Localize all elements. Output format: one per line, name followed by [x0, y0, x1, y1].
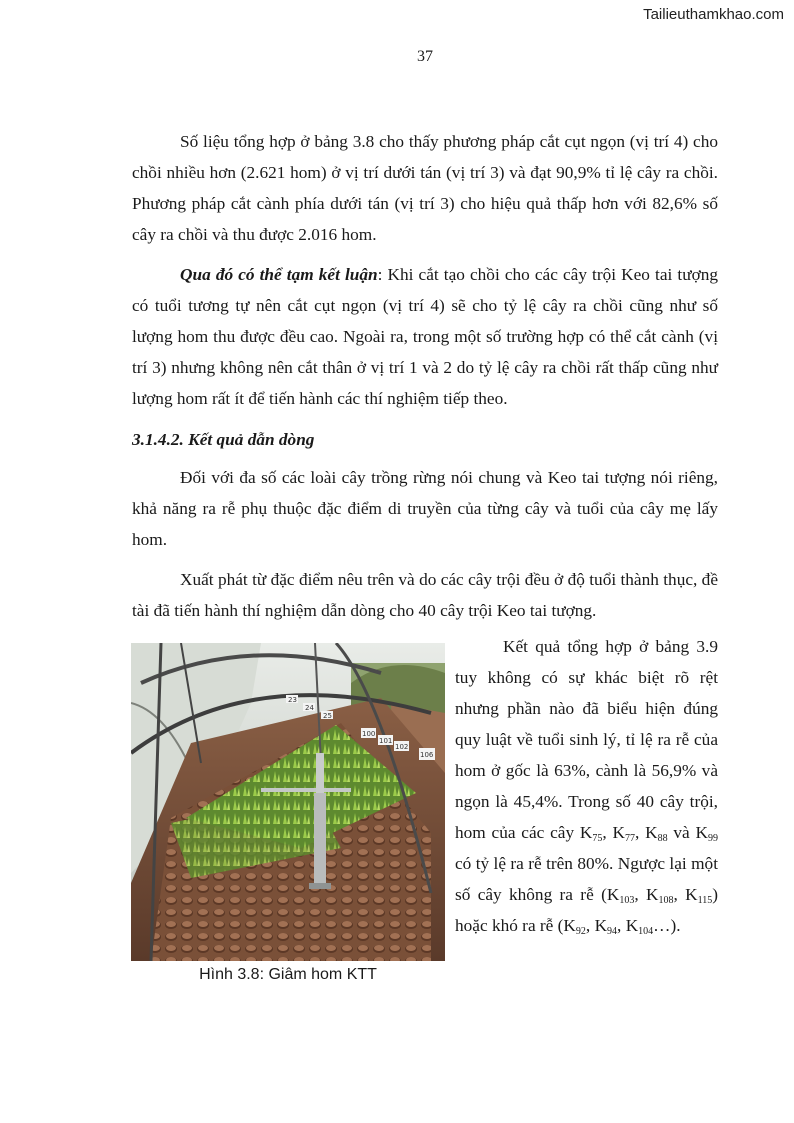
plant-tag-label: 23 [288, 696, 297, 704]
plant-tag-label: 101 [379, 737, 393, 745]
figure-caption: Hình 3.8: Giâm hom KTT [199, 966, 377, 983]
conclusion-body: : Khi cắt tạo chồi cho các cây trội Keo tai tượng có tuổi tương tự nên cắt cụt ngọn (vị trí 4) sẽ cho tỷ lệ cây ra chồi cũng như số lượng hom thu được đều cao. Ngoài ra, trong một số trường hợp có thể cắt cành (vị trí 3) nhưng không nên cắt thân ở vị trí 1 và 2 do tỷ lệ cây ra chồi rất thấp cũng như lượng hom rất ít để tiến hành các thí nghiệm tiếp theo. [132, 265, 718, 408]
cutting-nursery-photo [131, 643, 445, 961]
conclusion-lead: Qua đó có thể tạm kết luận [180, 265, 378, 284]
nursery-image [131, 643, 445, 961]
paragraph-rooting-ability: Đối với đa số các loài cây trồng rừng nói chung và Keo tai tượng nói riêng, khả năng ra rễ phụ thuộc đặc điểm di truyền của từng cây và tuổi của cây mẹ lấy hom. [132, 468, 718, 549]
plant-tag-label: 24 [305, 704, 314, 712]
section-heading: 3.1.4.2. Kết quả dẫn dòng [132, 430, 315, 449]
plant-tag-label: 25 [323, 712, 332, 720]
paragraph-cloning-experiment: Xuất phát từ đặc điểm nêu trên và do các cây trội đều ở độ tuổi thành thục, đề tài đã tiến hành thí nghiệm dẫn dòng cho 40 cây trội Keo tai tượng. [132, 570, 718, 620]
paragraph-table-3-8-summary: Số liệu tổng hợp ở bảng 3.8 cho thấy phương pháp cắt cụt ngọn (vị trí 4) cho chồi nhiều hơn (2.621 hom) ở vị trí dưới tán (vị trí 3) và đạt 90,9% tỉ lệ cây ra chồi. Phương pháp cắt cành phía dưới tán (vị trí 3) cho hiệu quả thấp hơn với 82,6% số cây ra chồi và thu được 2.016 hom. [132, 132, 718, 244]
plant-tag-label: 100 [362, 730, 376, 738]
page-number: 37 [417, 48, 433, 65]
paragraph-table-3-9-results: Kết quả tổng hợp ở bảng 3.9 tuy không có sự khác biệt rõ rệt nhưng phần nào đã biểu hiện đúng quy luật về tuổi sinh lý, tỉ lệ ra rễ của hom ở gốc là 63%, cành là 56,9% và ngọn là 45,4%. Trong số 40 cây trội, hom của các cây $K_{75}$, $K_{77}$, $K_{88}$ và $K_{99}$ có tỷ lệ ra rễ trên 80%. Ngược lại một số cây không ra rễ ($K_{103}$, $K_{108}$, $K_{115}$) hoặc khó ra rễ ($K_{92}$, $K_{94}$, $K_{104}\dots$). [455, 637, 719, 937]
plant-tag-label: 102 [395, 743, 409, 751]
paragraph-conclusion [132, 259, 718, 414]
watermark: Tailieuthamkhao.com [643, 6, 784, 23]
plant-tag-label: 106 [420, 751, 434, 759]
